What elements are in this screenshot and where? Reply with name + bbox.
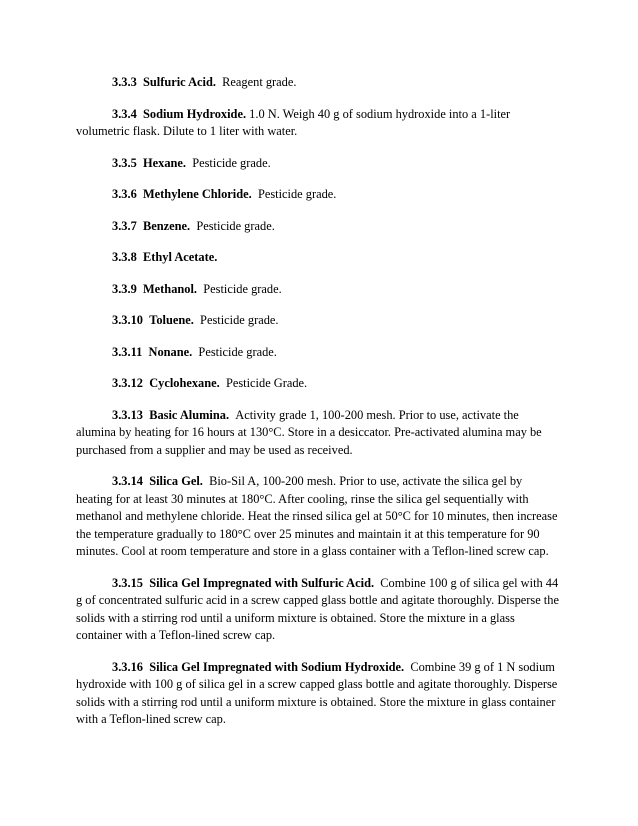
section-3-3-9 (76, 281, 560, 299)
section-3-3-6 (76, 186, 560, 204)
section-text: Pesticide grade. (192, 155, 271, 170)
section-text: Pesticide grade. (198, 344, 277, 359)
section-3-3-10 (76, 312, 560, 330)
section-number: 3.3.10 (112, 313, 143, 327)
section-number: 3.3.6 (112, 187, 137, 201)
section-heading: Hexane. (142, 155, 187, 170)
section-number: 3.3.12 (112, 376, 143, 390)
section-3-3-11 (76, 344, 560, 362)
section-number: 3.3.5 (112, 155, 137, 170)
section-text: Activity grade 1, 100-200 mesh. Prior to use, activate the alumina by heating for 16 hours at 130°C. Store in a desiccator. Pre-activated alumina may be purchased from a supplier and may be used as received. (76, 407, 542, 457)
section-text: Combine 39 g of 1 N sodium hydroxide with 100 g of silica gel in a screw capped glass bottle and agitate thoroughly. Disperse solids with a stirring rod until a uniform mixture is obtained. Store the mixture in glass container with a Teflon-lined screw cap. (76, 659, 558, 726)
section-heading: Ethyl Acetate. (142, 250, 218, 264)
section-3-3-4 (76, 106, 560, 141)
section-heading: Silica Gel Impregnated with Sodium Hydroxide. (149, 659, 405, 674)
section-text: 1.0 N. Weigh 40 g of sodium hydroxide into a 1-liter volumetric flask. Dilute to 1 liter with water. (76, 106, 511, 138)
section-heading: Methanol. (142, 281, 198, 296)
section-heading: Basic Alumina. (149, 407, 230, 422)
section-heading: Sulfuric Acid. (142, 75, 216, 89)
section-number: 3.3.13 (112, 407, 143, 422)
section-3-3-13 (76, 407, 560, 460)
section-heading: Toluene. (149, 313, 194, 327)
section-text: Pesticide grade. (203, 281, 282, 296)
section-heading: Benzene. (142, 218, 191, 233)
section-heading: Silica Gel. (149, 474, 203, 488)
section-number: 3.3.7 (112, 218, 137, 233)
section-text: Bio-Sil A, 100-200 mesh. Prior to use, activate the silica gel by heating for at least 30 minutes at 180°C. After cooling, rinse the silica gel sequentially with methanol and methylene chloride. Heat the rinsed silica gel at 50°C for 10 minutes, then increase the temperature gradually to 180°C over 25 minutes and maintain it at this temperature for 90 minutes. Cool at room temperature and store in a glass container with a Teflon-lined screw cap. (76, 474, 558, 558)
section-heading: Methylene Chloride. (142, 187, 252, 201)
section-heading: Silica Gel Impregnated with Sulfuric Acid. (149, 575, 375, 590)
section-3-3-14 (76, 473, 560, 561)
section-3-3-5 (76, 155, 560, 173)
section-text: Reagent grade. (222, 75, 297, 89)
section-number: 3.3.4 (112, 106, 137, 121)
section-number: 3.3.14 (112, 474, 143, 488)
section-text: Pesticide grade. (257, 187, 337, 201)
section-number: 3.3.3 (112, 75, 137, 89)
section-text: Pesticide Grade. (225, 376, 308, 390)
section-3-3-3 (76, 74, 560, 92)
section-text: Pesticide grade. (196, 218, 275, 233)
section-heading: Nonane. (148, 344, 193, 359)
section-number: 3.3.15 (112, 575, 143, 590)
section-number: 3.3.16 (112, 659, 143, 674)
section-number: 3.3.8 (112, 250, 137, 264)
document-body (76, 74, 560, 743)
section-3-3-16 (76, 659, 560, 729)
section-heading: Cyclohexane. (149, 376, 220, 390)
section-number: 3.3.9 (112, 281, 137, 296)
section-heading: Sodium Hydroxide. (142, 106, 247, 121)
section-3-3-8 (76, 249, 560, 267)
section-3-3-15 (76, 575, 560, 645)
section-3-3-12 (76, 375, 560, 393)
section-3-3-7 (76, 218, 560, 236)
section-text: Combine 100 g of silica gel with 44 g of concentrated sulfuric acid in a screw capped glass bottle and agitate thoroughly. Disperse the solids with a stirring rod until a uniform mixture is obtained. Store the mixture in a glass container with a Teflon-lined screw cap. (76, 575, 559, 642)
section-text: Pesticide grade. (200, 313, 279, 327)
section-number: 3.3.11 (112, 344, 143, 359)
